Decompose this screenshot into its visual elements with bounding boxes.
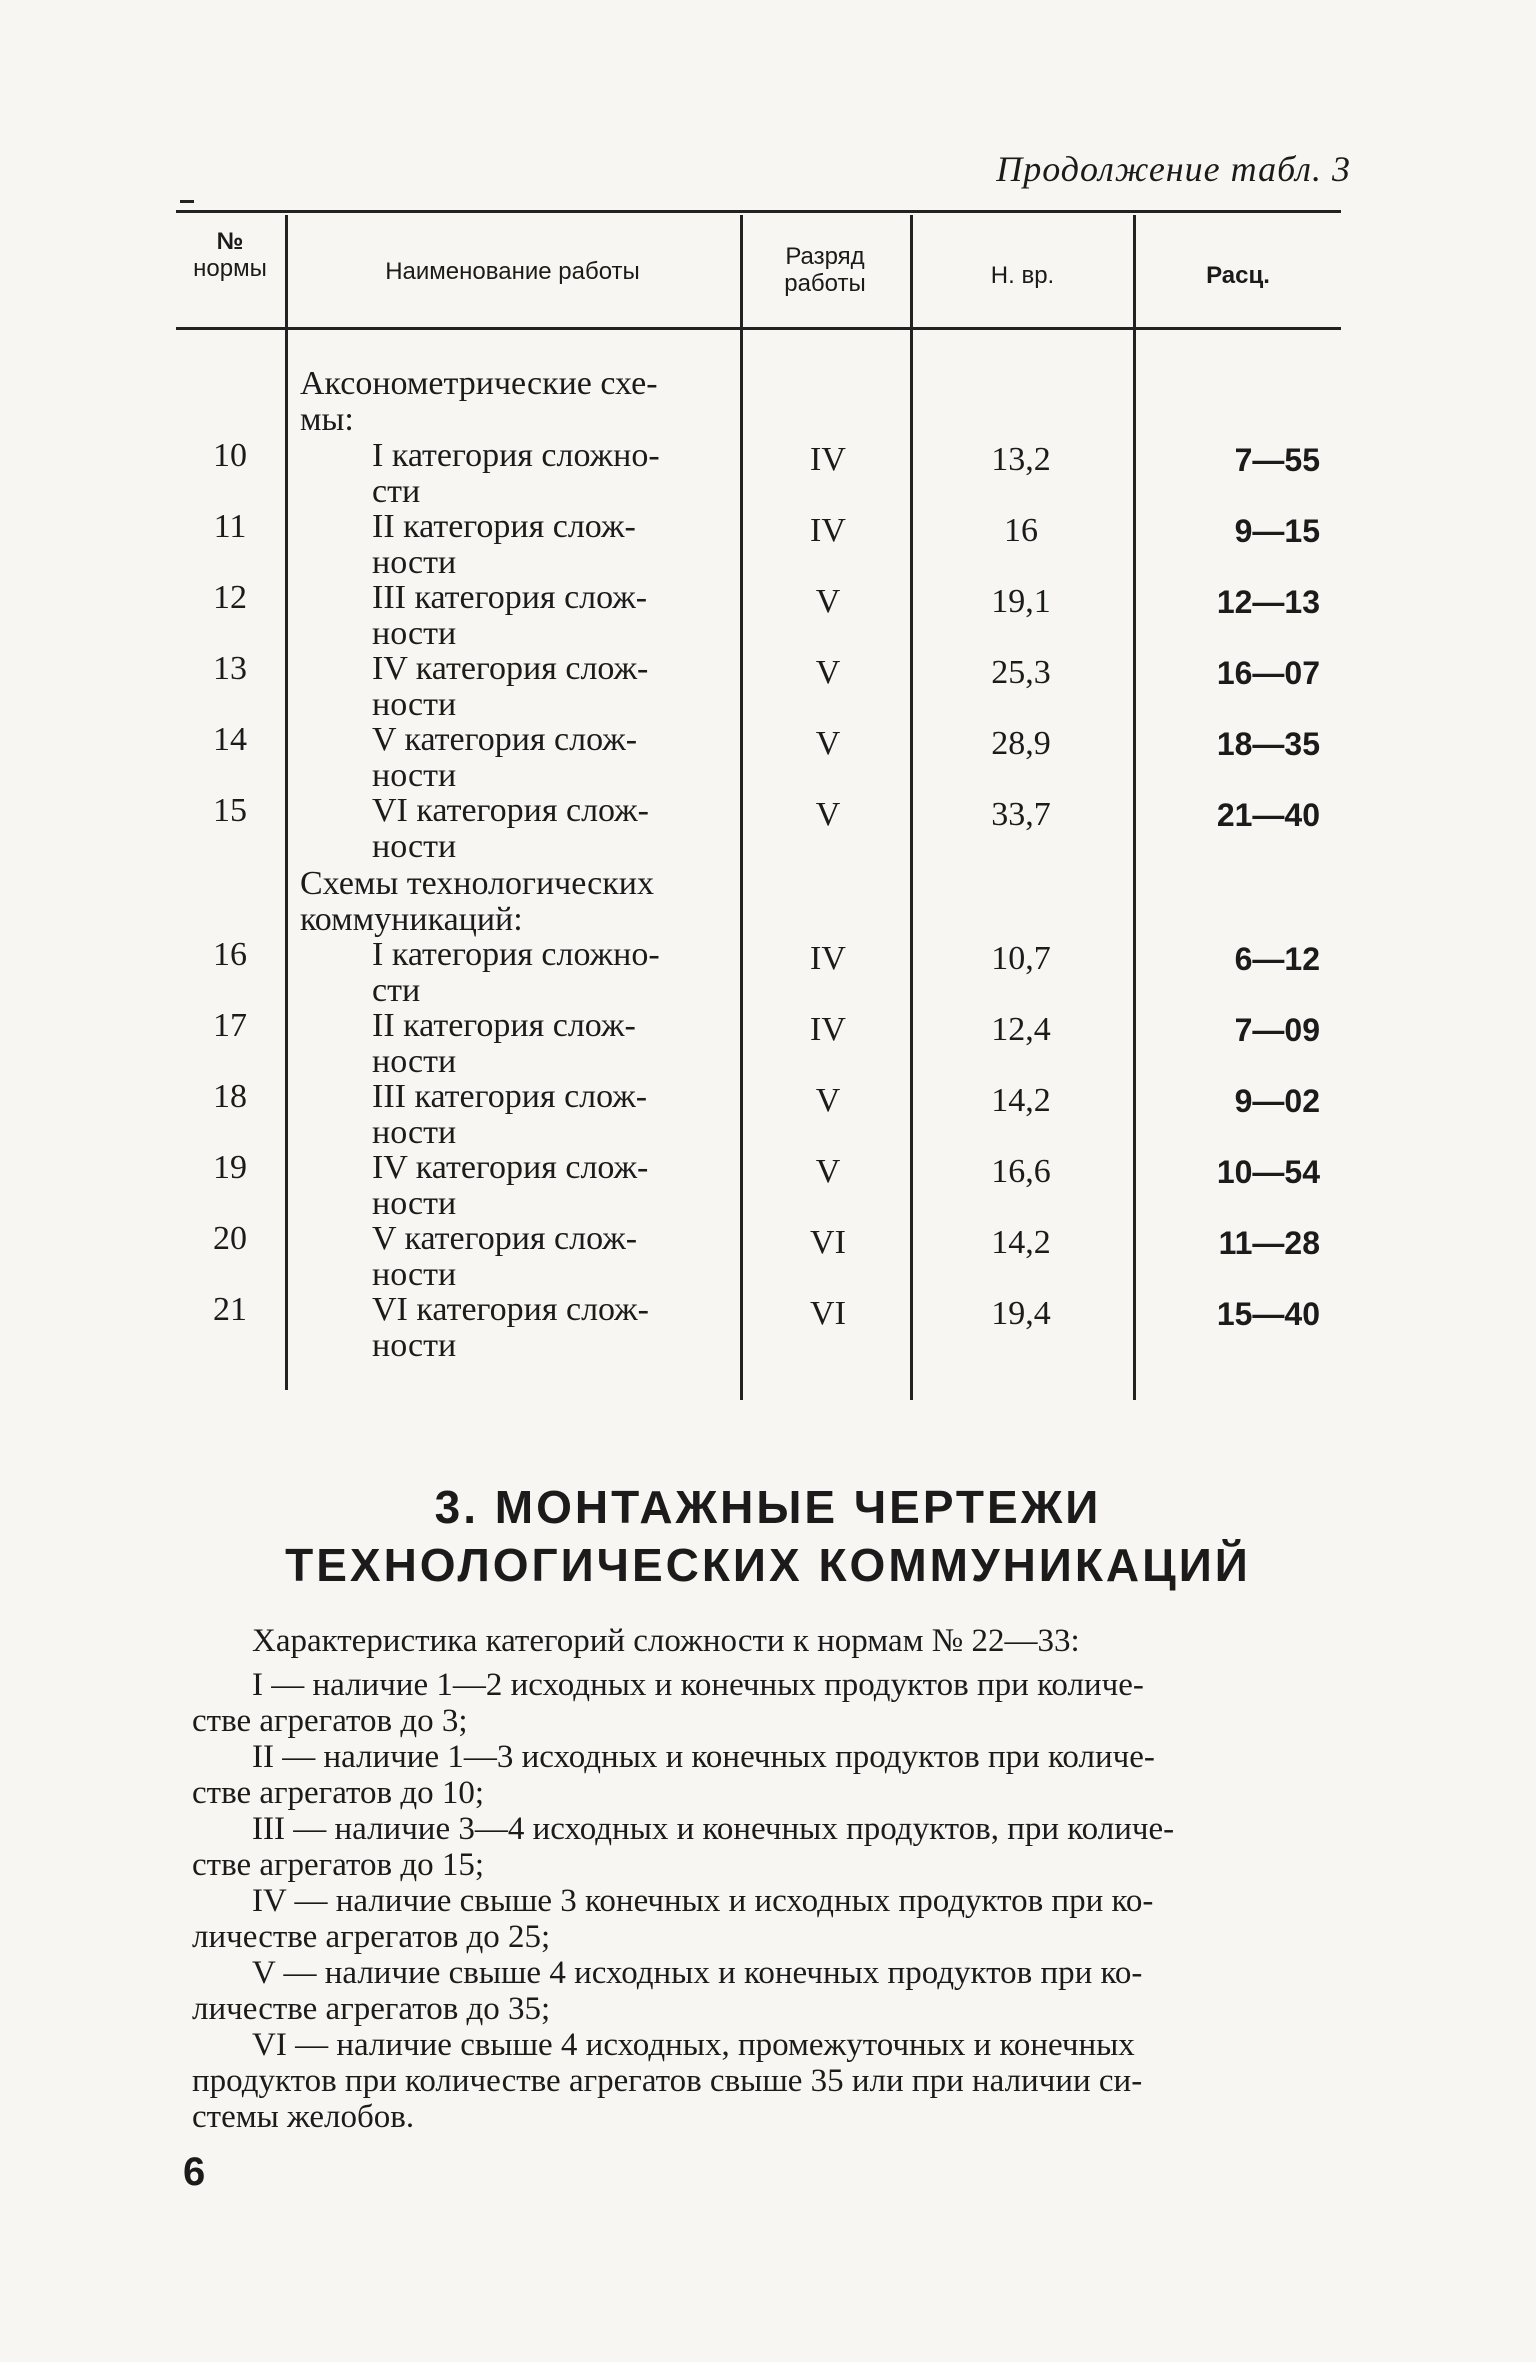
- category-definition: [192, 1811, 1347, 1883]
- header-norm-number: [180, 228, 280, 282]
- row-norm-time: 14,2: [991, 1224, 1051, 1261]
- row-name-line2: ности: [372, 828, 457, 865]
- row-rate: 12—13: [1216, 584, 1320, 620]
- category-line1: V — наличие свыше 4 исходных и конечных продуктов при ко-: [252, 1955, 1143, 1991]
- group-title-line2: коммуникаций:: [300, 901, 523, 938]
- table-row: [0, 1008, 1536, 1078]
- category-line1: II — наличие 1—3 исходных и конечных продуктов при количе-: [252, 1739, 1155, 1775]
- row-grade: IV: [810, 512, 846, 549]
- header-grade-line1: Разряд: [785, 243, 865, 270]
- row-name-line1: IV категория слож-: [372, 650, 649, 687]
- row-name-line1: VI категория слож-: [372, 1291, 649, 1328]
- table-row: [0, 580, 1536, 650]
- row-norm-time: 10,7: [991, 940, 1051, 977]
- row-work-name: [372, 1221, 730, 1293]
- row-rate: 7—55: [1234, 442, 1320, 478]
- group-title-line2: мы:: [300, 401, 354, 438]
- row-norm-time: 19,4: [991, 1295, 1051, 1332]
- row-name-line2: ности: [372, 1256, 457, 1293]
- header-norm-number-label: нормы: [193, 255, 267, 282]
- row-grade: V: [815, 1153, 841, 1190]
- row-name-line2: ности: [372, 757, 457, 794]
- header-norm-time: Н. вр.: [990, 262, 1055, 289]
- row-grade: V: [815, 725, 841, 762]
- row-norm-number: 11: [213, 508, 247, 545]
- table-row: [0, 1221, 1536, 1291]
- section-title-line2: ТЕХНОЛОГИЧЕСКИХ КОММУНИКАЦИЙ: [285, 1539, 1251, 1591]
- row-rate: 7—09: [1234, 1012, 1320, 1048]
- row-work-name: [372, 1008, 730, 1080]
- row-rate: 16—07: [1216, 655, 1320, 691]
- row-name-line2: ности: [372, 1327, 457, 1364]
- row-name-line1: III категория слож-: [372, 1078, 648, 1115]
- row-name-line1: III категория слож-: [372, 579, 648, 616]
- row-norm-number: 13: [213, 650, 247, 687]
- group-title-technological-schemes: [300, 866, 730, 938]
- header-grade-line2: работы: [784, 270, 866, 297]
- row-work-name: [372, 1292, 730, 1364]
- row-grade: IV: [810, 940, 846, 977]
- page-number: 6: [183, 2150, 206, 2194]
- row-rate: 15—40: [1216, 1296, 1320, 1332]
- category-line3: стемы желобов.: [192, 2099, 415, 2135]
- row-work-name: [372, 722, 730, 794]
- category-definition: [192, 1955, 1347, 2027]
- row-name-line2: сти: [372, 473, 421, 510]
- group-title-line1: Аксонометрические схе-: [300, 365, 658, 402]
- row-name-line1: II категория слож-: [372, 1007, 636, 1044]
- category-line2: личестве агрегатов до 25;: [192, 1919, 551, 1955]
- row-name-line2: ности: [372, 1114, 457, 1151]
- row-rate: 9—02: [1234, 1083, 1320, 1119]
- category-line1: I — наличие 1—2 исходных и конечных продуктов при количе-: [252, 1667, 1144, 1703]
- row-name-line1: VI категория слож-: [372, 792, 649, 829]
- row-work-name: [372, 937, 730, 1009]
- row-name-line2: ности: [372, 1185, 457, 1222]
- row-work-name: [372, 1150, 730, 1222]
- table-row: [0, 793, 1536, 863]
- header-work-name: Наименование работы: [385, 258, 640, 285]
- row-grade: V: [815, 583, 841, 620]
- row-rate: 11—28: [1218, 1225, 1320, 1261]
- row-name-line2: ности: [372, 544, 457, 581]
- row-grade: IV: [810, 441, 846, 478]
- row-norm-time: 25,3: [991, 654, 1051, 691]
- row-grade: IV: [810, 1011, 846, 1048]
- category-line2: стве агрегатов до 3;: [192, 1703, 468, 1739]
- row-grade: V: [815, 654, 841, 691]
- row-grade: V: [815, 796, 841, 833]
- section-title-line1: 3. МОНТАЖНЫЕ ЧЕРТЕЖИ: [434, 1481, 1102, 1533]
- row-norm-time: 14,2: [991, 1082, 1051, 1119]
- category-line1: VI — наличие свыше 4 исходных, промежуточных и конечных: [252, 2027, 1135, 2063]
- table-row: [0, 651, 1536, 721]
- category-line1: IV — наличие свыше 3 конечных и исходных продуктов при ко-: [252, 1883, 1154, 1919]
- row-name-line1: V категория слож-: [372, 1220, 638, 1257]
- rule-mark: [180, 200, 194, 203]
- row-rate: 21—40: [1216, 797, 1320, 833]
- row-norm-number: 12: [213, 579, 247, 616]
- row-name-line1: II категория слож-: [372, 508, 636, 545]
- row-name-line1: I категория сложно-: [372, 936, 660, 973]
- row-work-name: [372, 651, 730, 723]
- row-rate: 18—35: [1216, 726, 1320, 762]
- table-row: [0, 438, 1536, 508]
- row-norm-time: 12,4: [991, 1011, 1051, 1048]
- header-norm-number-symbol: №: [216, 228, 244, 255]
- row-norm-number: 18: [213, 1078, 247, 1115]
- row-norm-number: 19: [213, 1149, 247, 1186]
- row-name-line1: I категория сложно-: [372, 437, 660, 474]
- row-norm-time: 33,7: [991, 796, 1051, 833]
- table-header-rule: [176, 327, 1341, 330]
- table-top-rule: [176, 210, 1341, 213]
- group-title-line1: Схемы технологических: [300, 865, 654, 902]
- category-line2: продуктов при количестве агрегатов свыше 35 или при наличии си-: [192, 2063, 1143, 2099]
- category-line2: стве агрегатов до 10;: [192, 1775, 485, 1811]
- table-row: [0, 1079, 1536, 1149]
- row-work-name: [372, 793, 730, 865]
- header-grade: [745, 243, 905, 297]
- row-work-name: [372, 1079, 730, 1151]
- row-norm-number: 15: [213, 792, 247, 829]
- table-row: [0, 509, 1536, 579]
- row-norm-time: 13,2: [991, 441, 1051, 478]
- row-name-line2: ности: [372, 686, 457, 723]
- row-norm-number: 16: [213, 936, 247, 973]
- row-name-line2: сти: [372, 972, 421, 1009]
- table-row: [0, 722, 1536, 792]
- category-line1: III — наличие 3—4 исходных и конечных продуктов, при количе-: [252, 1811, 1175, 1847]
- row-work-name: [372, 509, 730, 581]
- row-rate: 9—15: [1234, 513, 1320, 549]
- row-norm-time: 28,9: [991, 725, 1051, 762]
- row-norm-time: 16,6: [991, 1153, 1051, 1190]
- row-rate: 6—12: [1234, 941, 1320, 977]
- row-norm-number: 14: [213, 721, 247, 758]
- category-definition: [192, 2027, 1347, 2135]
- row-work-name: [372, 580, 730, 652]
- table-row: [0, 1292, 1536, 1362]
- row-norm-number: 10: [213, 437, 247, 474]
- row-name-line2: ности: [372, 1043, 457, 1080]
- row-name-line1: IV категория слож-: [372, 1149, 649, 1186]
- row-grade: VI: [810, 1295, 846, 1332]
- table-row: [0, 937, 1536, 1007]
- header-rate: Расц.: [1206, 262, 1270, 289]
- group-title-axonometric: [300, 366, 730, 438]
- row-grade: VI: [810, 1224, 846, 1261]
- section-intro: Характеристика категорий сложности к нормам № 22—33:: [252, 1623, 1080, 1659]
- category-definition: [192, 1883, 1347, 1955]
- row-norm-number: 17: [213, 1007, 247, 1044]
- row-name-line2: ности: [372, 615, 457, 652]
- category-line2: стве агрегатов до 15;: [192, 1847, 485, 1883]
- row-rate: 10—54: [1216, 1154, 1320, 1190]
- row-norm-time: 19,1: [991, 583, 1051, 620]
- row-name-line1: V категория слож-: [372, 721, 638, 758]
- row-norm-number: 21: [213, 1291, 247, 1328]
- row-work-name: [372, 438, 730, 510]
- table-row: [0, 1150, 1536, 1220]
- table-continuation-caption: Продолжение табл. 3: [996, 149, 1351, 189]
- row-grade: V: [815, 1082, 841, 1119]
- category-definition: [192, 1667, 1347, 1739]
- row-norm-number: 20: [213, 1220, 247, 1257]
- category-definition: [192, 1739, 1347, 1811]
- category-line2: личестве агрегатов до 35;: [192, 1991, 551, 2027]
- row-norm-time: 16: [1004, 512, 1038, 549]
